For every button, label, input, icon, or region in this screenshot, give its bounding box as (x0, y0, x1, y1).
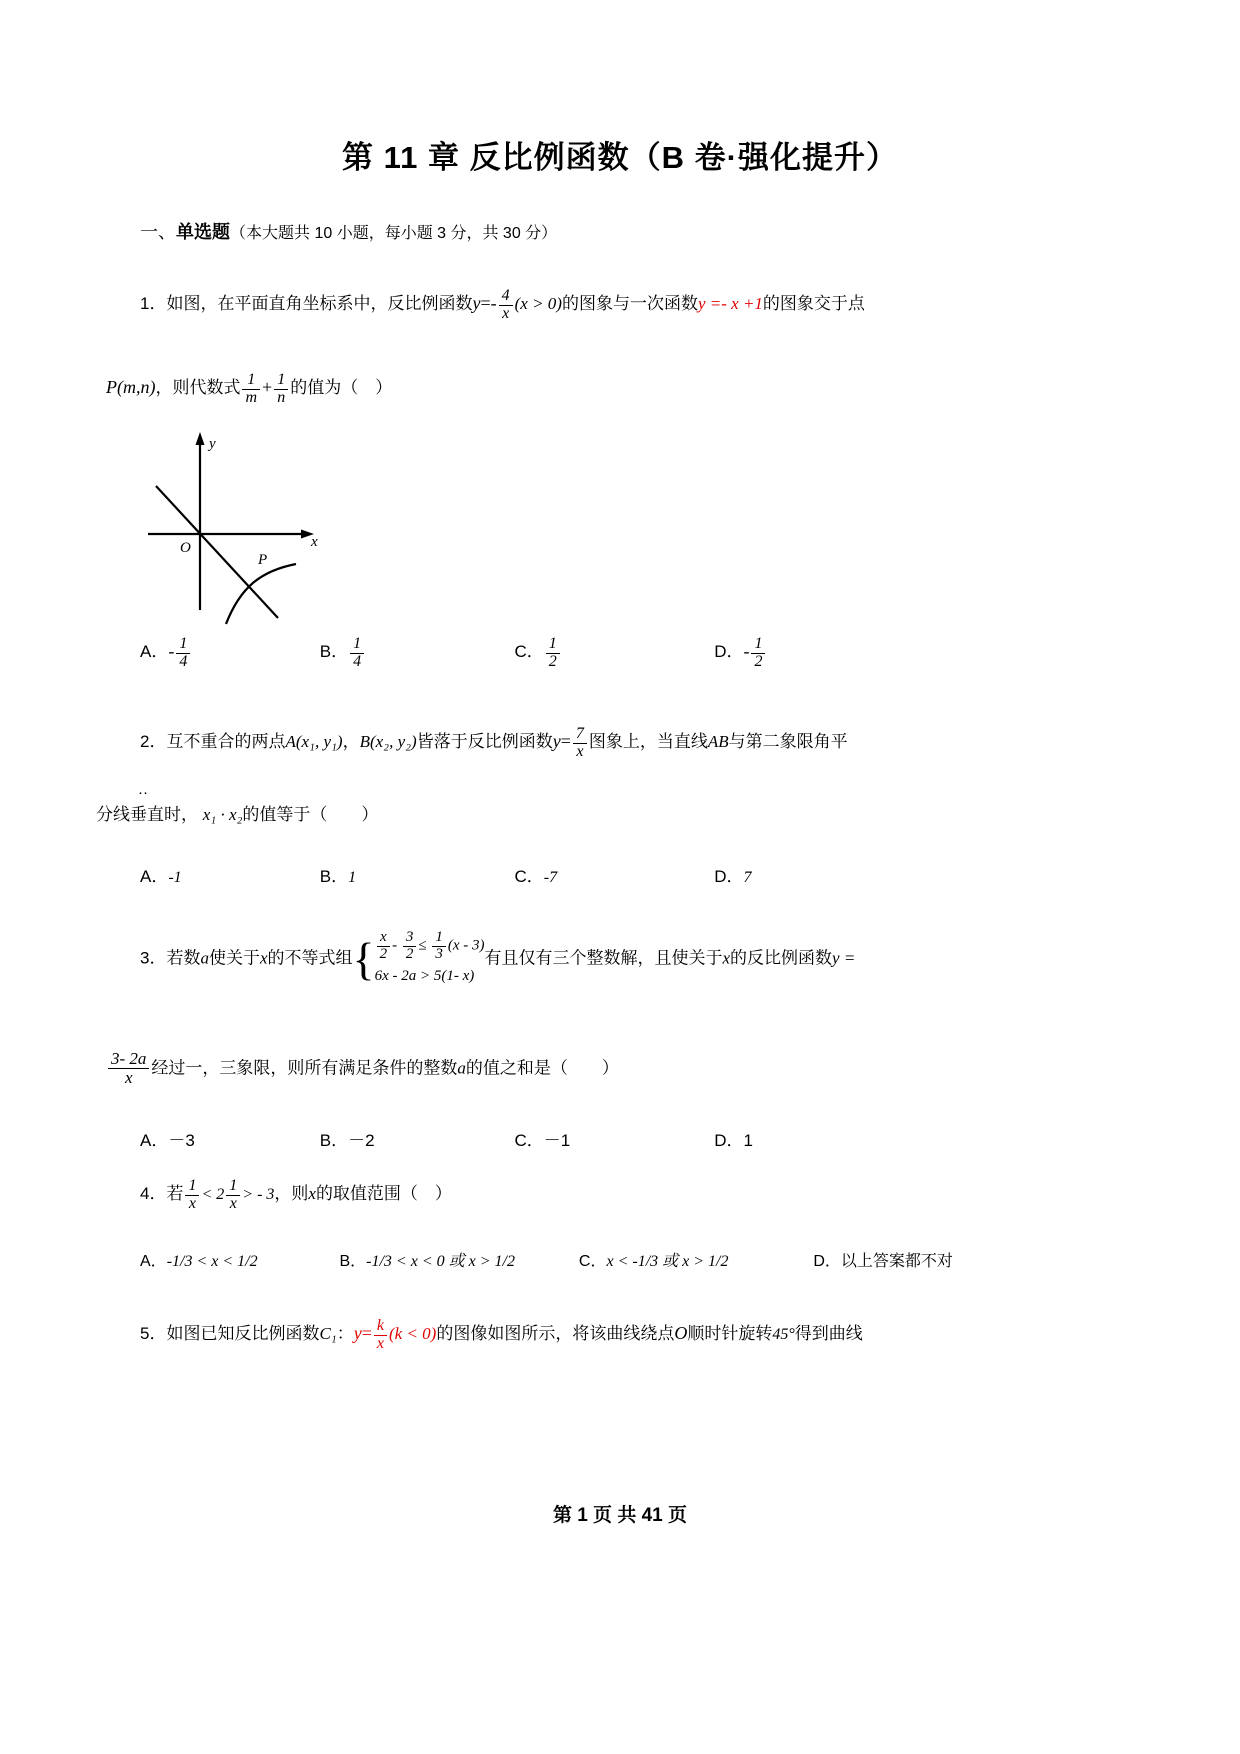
q3-option-b-value: －2 (348, 1131, 375, 1150)
q3-text-c: 的不等式组 (267, 948, 353, 968)
q4-option-c[interactable] (579, 1248, 809, 1271)
q1-option-d[interactable] (714, 636, 767, 671)
q2-text-f: 的值等于（ ） (242, 805, 379, 824)
q5-eq-sign: = (361, 1323, 372, 1343)
q1-eq-y: y (472, 293, 481, 313)
q4-option-c-value: x < -1/3 或 x > 1/2 (606, 1253, 729, 1270)
question-1-figure (128, 428, 358, 633)
q2-text-d: 与第二象限角平 (728, 732, 848, 751)
q1-text-d: ，则代数式 (155, 378, 241, 397)
q1-option-b[interactable] (320, 636, 510, 671)
q3-text-f: 经过一，三象限，则所有满足条件的整数 (151, 1058, 458, 1078)
figure-origin-label: O (180, 540, 191, 556)
q2-option-c[interactable] (514, 862, 709, 887)
q2-option-c-value: -7 (543, 869, 558, 886)
q1-text-a: 如图，在平面直角坐标系中，反比例函数 (166, 294, 473, 313)
q1-text-c: 的图象交于点 (762, 294, 865, 313)
section-heading (140, 218, 557, 244)
q2-option-d-label: D． (714, 867, 744, 886)
q5-eq-y: y (353, 1323, 362, 1343)
q2-eq-den: x (573, 743, 587, 761)
q1-option-c-den: 2 (546, 653, 560, 671)
question-4-options (140, 1248, 1200, 1271)
q1-option-b-den: 4 (350, 653, 364, 671)
q4-text-c: 的取值范围（ ） (315, 1184, 452, 1203)
q5-curve-label: C₁ (319, 1324, 337, 1343)
q1-plus: + (262, 377, 273, 397)
q1-number: 1． (140, 294, 167, 313)
question-1-line-2 (106, 372, 1006, 407)
q2-expr: x₁ · x₂ (202, 805, 243, 824)
q2-text-a: 互不重合的两点 (166, 732, 286, 751)
q2-option-a[interactable] (140, 862, 315, 887)
q3-frac-num: 3- 2a (111, 1049, 147, 1068)
q2-text-c: 图象上，当直线 (588, 732, 708, 751)
coordinate-plane-svg (128, 428, 358, 628)
q4-option-b-label: B． (339, 1253, 367, 1270)
q2-number: 2． (140, 732, 167, 751)
q1-eq-sign: =- (480, 293, 497, 313)
q3-var-x: x (259, 948, 268, 968)
left-brace-icon: { (352, 933, 375, 985)
q5-number: 5． (140, 1324, 167, 1343)
q1-option-b-label: B． (319, 642, 349, 661)
q3-text-e: 的反比例函数 (730, 948, 833, 968)
q2-option-b[interactable] (320, 862, 510, 887)
q3-option-c-value: －1 (543, 1131, 571, 1150)
q1-option-a-den: 4 (176, 653, 190, 671)
q1-option-c-label: C． (514, 642, 544, 661)
q5-text-c: 顺时针旋转 (687, 1324, 773, 1343)
q4-option-d-label: D． (813, 1253, 841, 1270)
question-2-options (140, 862, 1140, 887)
q3-option-d[interactable] (714, 1126, 753, 1151)
q2-point-a: A(x₁, y₁) (285, 732, 343, 751)
q1-frac2-den: n (274, 389, 288, 407)
q3-option-a-value: －3 (168, 1131, 195, 1150)
q4-option-a-label: A． (140, 1253, 167, 1270)
q3-option-d-value: 1 (743, 1131, 753, 1150)
q1-text-b: 的图象与一次函数 (561, 294, 698, 313)
q4-frac1-num: 1 (188, 1177, 197, 1194)
q5-colon: ： (336, 1324, 354, 1343)
q3-text-d: 有且仅有三个整数解，且使关于 (484, 948, 723, 968)
question-3-options (140, 1126, 1140, 1151)
q3-option-a[interactable] (140, 1126, 315, 1151)
q2-text-b: 皆落于反比例函数 (416, 732, 553, 751)
section-detail: （本大题共 10 小题，每小题 3 分，共 30 分） (230, 225, 558, 242)
q4-number: 4． (140, 1184, 167, 1203)
q1-text-e: 的值为（ ） (290, 378, 393, 397)
q5-point-o: O (674, 1323, 688, 1343)
q2-option-a-value: -1 (168, 869, 182, 886)
figure-x-label: x (311, 534, 318, 550)
q1-option-d-num: 1 (754, 635, 763, 652)
q2-option-d[interactable] (714, 862, 751, 887)
q1-option-d-den: 2 (751, 653, 765, 671)
page-footer: 第 1 页 共 41 页 (552, 1505, 688, 1526)
q3-inequality-row-1: $\frac{x}{2}$ - $\frac{3}{2}$ ≤ $\frac{1}{3}$ (x - 3) (375, 930, 485, 963)
q4-option-c-label: C． (578, 1253, 607, 1270)
q4-option-d[interactable] (813, 1248, 953, 1271)
question-1-line-1 (140, 288, 1140, 323)
q3-var-a: a (200, 948, 209, 968)
q3-option-a-label: A． (140, 1131, 169, 1150)
q4-frac1-den: x (185, 1195, 199, 1213)
q2-text-e: 分线垂直时， (96, 805, 198, 824)
question-3-line-2 (106, 1050, 1086, 1087)
q2-line-ab: AB (707, 732, 729, 751)
q5-eq-cond: (k < 0) (388, 1324, 437, 1343)
question-5-line-1 (140, 1318, 1160, 1353)
q3-text-a: 若数 (166, 948, 201, 968)
q1-option-d-sign: - (743, 641, 750, 661)
question-4-line-1 (140, 1178, 1140, 1213)
q3-text-b: 使关于 (208, 948, 260, 968)
section-index: 一、 (140, 222, 176, 242)
q3-number: 3． (140, 948, 167, 968)
q3-var-a2: a (457, 1058, 466, 1078)
question-2-line-2 (96, 784, 996, 830)
q2-option-d-value: 7 (743, 869, 752, 886)
q3-var-x2: x (722, 948, 731, 968)
q3-frac-den: x (108, 1068, 149, 1087)
q2-option-b-value: 1 (348, 869, 357, 886)
q4-option-b[interactable] (339, 1248, 574, 1271)
question-3-line-1 (140, 930, 1170, 989)
q3-option-c[interactable] (514, 1126, 709, 1151)
q4-option-b-value: -1/3 < x < 0 或 x > 1/2 (366, 1253, 515, 1270)
q1-option-a-num: 1 (179, 635, 188, 652)
q4-mid-2: > - 3 (242, 1186, 275, 1203)
q4-option-a-value: -1/3 < x < 1/2 (166, 1253, 258, 1270)
q2-eq-num: 7 (575, 725, 584, 742)
question-1-options (140, 636, 1140, 671)
q3-option-d-label: D． (714, 1131, 744, 1150)
q1-option-a-sign: - (168, 641, 175, 661)
q4-option-a[interactable] (140, 1248, 335, 1271)
figure-point-p-label: P (258, 552, 268, 568)
q1-option-c-num: 1 (548, 635, 557, 652)
page-title: 第 11 章 反比例函数（B 卷·强化提升） (342, 140, 898, 175)
question-2-line-1 (140, 726, 1150, 761)
figure-y-label: y (209, 436, 216, 452)
q3-eq-lhs: y = (832, 948, 856, 968)
q3-option-b[interactable] (320, 1126, 510, 1151)
q4-text-a: 若 (166, 1184, 184, 1203)
q1-option-a[interactable] (140, 636, 315, 671)
q1-eq-num: 4 (501, 287, 510, 304)
q1-frac2-num: 1 (277, 371, 286, 388)
q1-frac1-num: 1 (247, 371, 256, 388)
emphasis-dots: ·· (138, 784, 148, 801)
q1-frac1-den: m (242, 389, 260, 407)
q1-option-d-label: D． (714, 642, 744, 661)
q4-frac2-den: x (226, 1195, 240, 1213)
q3-text-g: 的值之和是（ ） (465, 1058, 619, 1078)
q1-option-a-label: A． (140, 642, 169, 661)
q4-option-d-value: 以上答案都不对 (840, 1253, 953, 1270)
q1-eq-red: y =- x +1 (697, 294, 763, 313)
q4-var-x: x (308, 1184, 316, 1203)
q1-eq-cond: (x > 0) (514, 294, 562, 313)
q2-eq-sign: = (560, 731, 571, 751)
q5-text-a: 如图已知反比例函数 (166, 1324, 320, 1343)
q3-option-c-label: C． (514, 1131, 544, 1150)
q4-frac2-num: 1 (229, 1177, 238, 1194)
q5-eq-den: x (374, 1335, 387, 1353)
q3-inequality-system (353, 930, 485, 989)
q3-option-b-label: B． (319, 1131, 349, 1150)
q4-text-b: ，则 (274, 1184, 309, 1203)
q2-option-a-label: A． (140, 867, 169, 886)
q1-option-c[interactable] (514, 636, 709, 671)
q1-eq-den: x (499, 305, 513, 323)
q2-point-b: B(x₂, y₂) (359, 732, 417, 751)
q5-angle: 45° (772, 1326, 795, 1343)
q3-inequality-row-2: 6x - 2a > 5(1- x) (374, 967, 475, 984)
q5-text-d: 得到曲线 (794, 1324, 863, 1343)
q4-mid-1: < 2 (201, 1186, 225, 1203)
q5-text-b: 的图像如图所示，将该曲线绕点 (436, 1324, 675, 1343)
q3-inequality-rows (375, 930, 485, 989)
section-name: 单选题 (176, 222, 230, 242)
q2-option-c-label: C． (514, 867, 544, 886)
q1-point-p: P(m,n) (106, 377, 156, 397)
q5-eq-num: k (376, 1317, 384, 1334)
q2-eq-y: y (552, 731, 561, 751)
q2-comma: ， (342, 732, 360, 751)
q2-option-b-label: B． (319, 867, 349, 886)
q1-option-b-num: 1 (353, 635, 362, 652)
